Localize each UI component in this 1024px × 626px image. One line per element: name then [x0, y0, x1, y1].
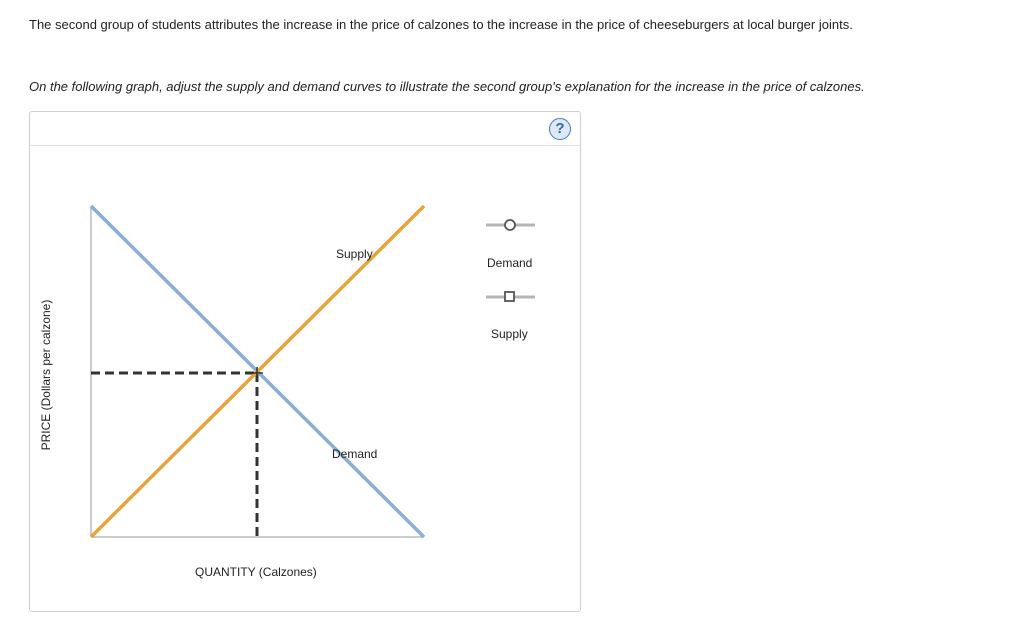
question-instruction-text: On the following graph, adjust the supply and demand curves to illustrate the second group's explanation for the increase in the price of calzones. — [29, 79, 865, 94]
legend-demand-tool[interactable] — [486, 220, 535, 230]
legend-demand-label[interactable]: Demand — [487, 256, 533, 270]
demand-circle-icon — [505, 220, 515, 230]
demand-curve-label: Demand — [332, 447, 378, 461]
x-axis-title: QUANTITY (Calzones) — [195, 565, 317, 579]
help-button[interactable]: ? — [549, 118, 571, 140]
legend-supply-tool[interactable] — [486, 292, 535, 301]
supply-curve-label: Supply — [336, 247, 373, 261]
legend-supply-label[interactable]: Supply — [491, 327, 528, 341]
supply-square-icon — [505, 292, 514, 301]
y-axis-title-text: PRICE (Dollars per calzone) — [39, 299, 53, 451]
question-intro-text: The second group of students attributes the increase in the price of calzones to the increase in the price of cheeseburgers at local burger joints. — [29, 17, 853, 32]
